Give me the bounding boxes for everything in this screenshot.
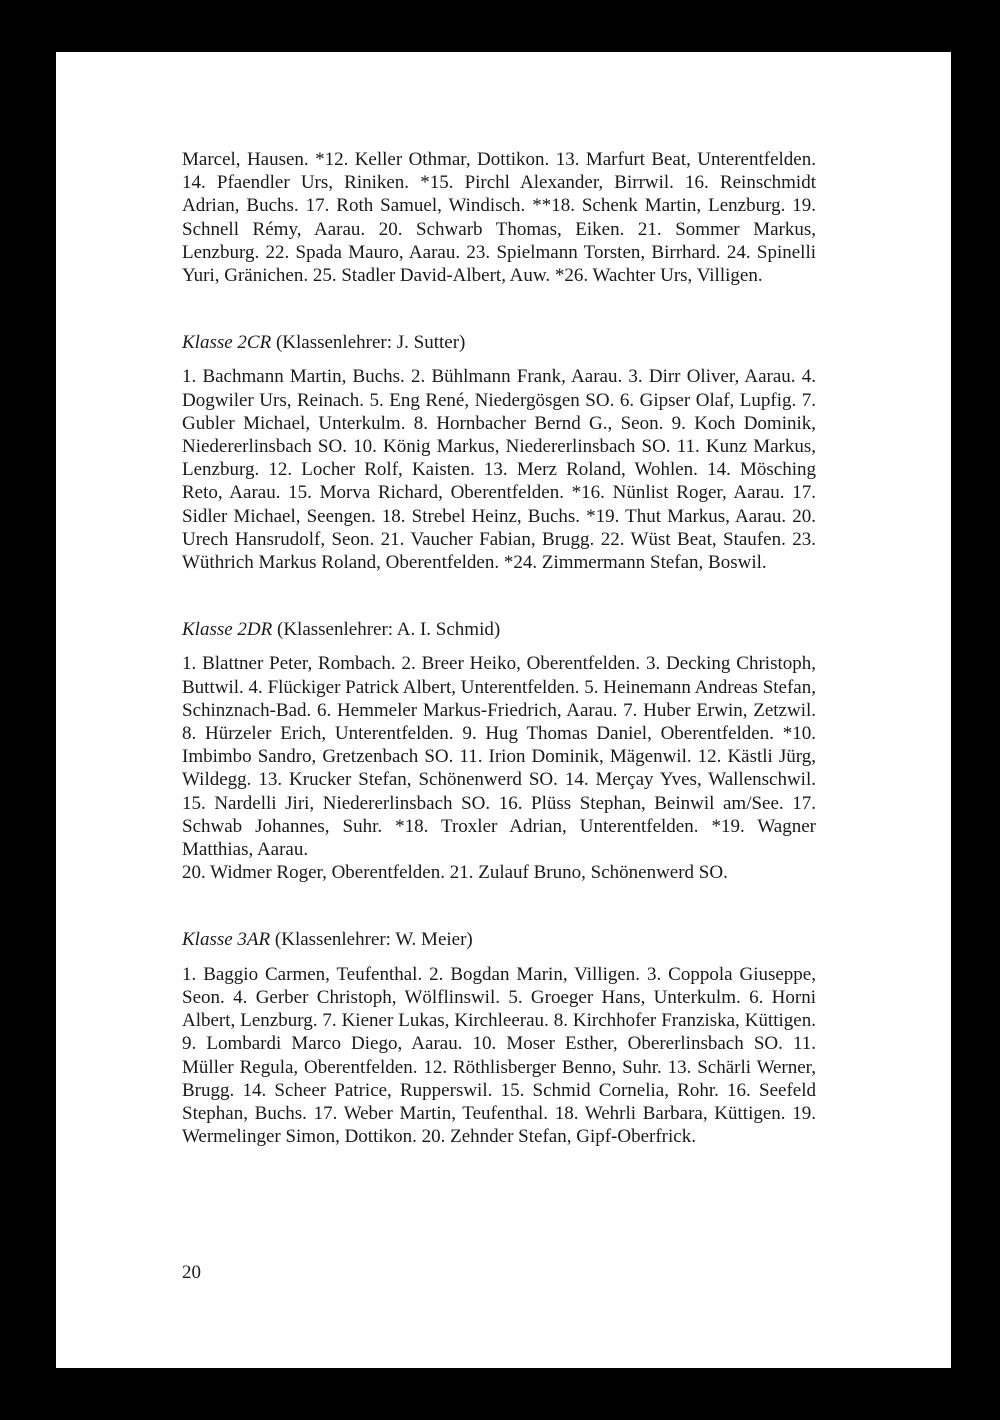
student-list-2dr-extra: 20. Widmer Roger, Oberentfelden. 21. Zulauf Bruno, Schönenwerd SO. — [182, 862, 728, 884]
klasse-label: Klasse 2CR — [182, 332, 272, 354]
page-number: 20 — [182, 1262, 201, 1283]
klasse-label: Klasse 3AR — [182, 929, 271, 951]
page-content — [182, 148, 816, 1148]
intro-paragraph: Marcel, Hausen. *12. Keller Othmar, Dottikon. 13. Marfurt Beat, Unterentfelden. 14. Pfaendler Urs, Riniken. *15. Pirchl Alexander, Birrwil. 16. Reinschmidt Adrian, Buchs. 17. Roth Samuel, Windisch. **18. Schenk Martin, Lenzburg. 19. Schnell Rémy, Aarau. 20. Schwarb Thomas, Eiken. 21. Sommer Markus, Lenzburg. 22. Spada Mauro, Aarau. 23. Spielmann Torsten, Birrhard. 24. Spinelli Yuri, Gränichen. 25. Stadler David-Albert, Auw. *26. Wachter Urs, Villigen. — [182, 149, 816, 287]
page — [56, 52, 951, 1368]
student-list-2dr: 1. Blattner Peter, Rombach. 2. Breer Heiko, Oberentfelden. 3. Decking Christoph, Buttwil. 4. Flückiger Patrick Albert, Unterentfelden. 5. Heinemann Andreas Stefan, Schinznach-Bad. 6. Hemmeler Markus-Friedrich, Aarau. 7. Huber Erwin, Zetzwil. 8. Hürzeler Erich, Unterentfelden. 9. Hug Thomas Daniel, Oberentfelden. *10. Imbimbo Sandro, Gretzenbach SO. 11. Irion Dominik, Mägenwil. 12. Kästli Jürg, Wildegg. 13. Krucker Stefan, Schönenwerd SO. 14. Merçay Yves, Wallenschwil. 15. Nardelli Jiri, Niedererlinsbach SO. 16. Plüss Stephan, Beinwil am/See. 17. Schwab Johannes, Suhr. *18. Troxler Adrian, Unterentfelden. *19. Wagner Matthias, Aarau. — [182, 653, 816, 861]
student-list-3ar: 1. Baggio Carmen, Teufenthal. 2. Bogdan Marin, Villigen. 3. Coppola Giuseppe, Seon. 4. Gerber Christoph, Wölflinswil. 5. Groeger Hans, Unterkulm. 6. Horni Albert, Lenzburg. 7. Kiener Lukas, Kirchleerau. 8. Kirchhofer Franziska, Küttigen. 9. Lombardi Marco Diego, Aarau. 10. Moser Esther, Obererlinsbach SO. 11. Müller Regula, Oberentfelden. 12. Röthlisberger Benno, Suhr. 13. Schärli Werner, Brugg. 14. Scheer Patrice, Rupperswil. 15. Schmid Cornelia, Rohr. 16. Seefeld Stephan, Buchs. 17. Weber Martin, Teufenthal. 18. Wehrli Barbara, Küttigen. 19. Wermelinger Simon, Dottikon. 20. Zehnder Stefan, Gipf-Oberfrick. — [182, 963, 816, 1148]
section-heading-2dr — [182, 618, 816, 641]
section-heading-3ar — [182, 928, 816, 951]
teacher-label: (Klassenlehrer: A. I. Schmid) — [277, 619, 501, 641]
teacher-label: (Klassenlehrer: W. Meier) — [274, 929, 473, 951]
klasse-label: Klasse 2DR — [182, 619, 273, 641]
student-list-2cr: 1. Bachmann Martin, Buchs. 2. Bühlmann Frank, Aarau. 3. Dirr Oliver, Aarau. 4. Dogwiler Urs, Reinach. 5. Eng René, Niedergösgen SO. 6. Gipser Olaf, Lupfig. 7. Gubler Michael, Unterkulm. 8. Hornbacher Bernd G., Seon. 9. Koch Dominik, Niedererlinsbach SO. 10. König Markus, Niedererlinsbach SO. 11. Kunz Markus, Lenzburg. 12. Locher Rolf, Kaisten. 13. Merz Roland, Wohlen. 14. Mösching Reto, Aarau. 15. Morva Richard, Oberentfelden. *16. Nünlist Roger, Aarau. 17. Sidler Michael, Seengen. 18. Strebel Heinz, Buchs. *19. Thut Markus, Aarau. 20. Urech Hansrudolf, Seon. 21. Vaucher Fabian, Brugg. 22. Wüst Beat, Staufen. 23. Wüthrich Markus Roland, Oberentfelden. *24. Zimmermann Stefan, Boswil. — [182, 366, 816, 574]
section-heading-2cr — [182, 331, 816, 354]
teacher-label: (Klassenlehrer: J. Sutter) — [275, 332, 466, 354]
